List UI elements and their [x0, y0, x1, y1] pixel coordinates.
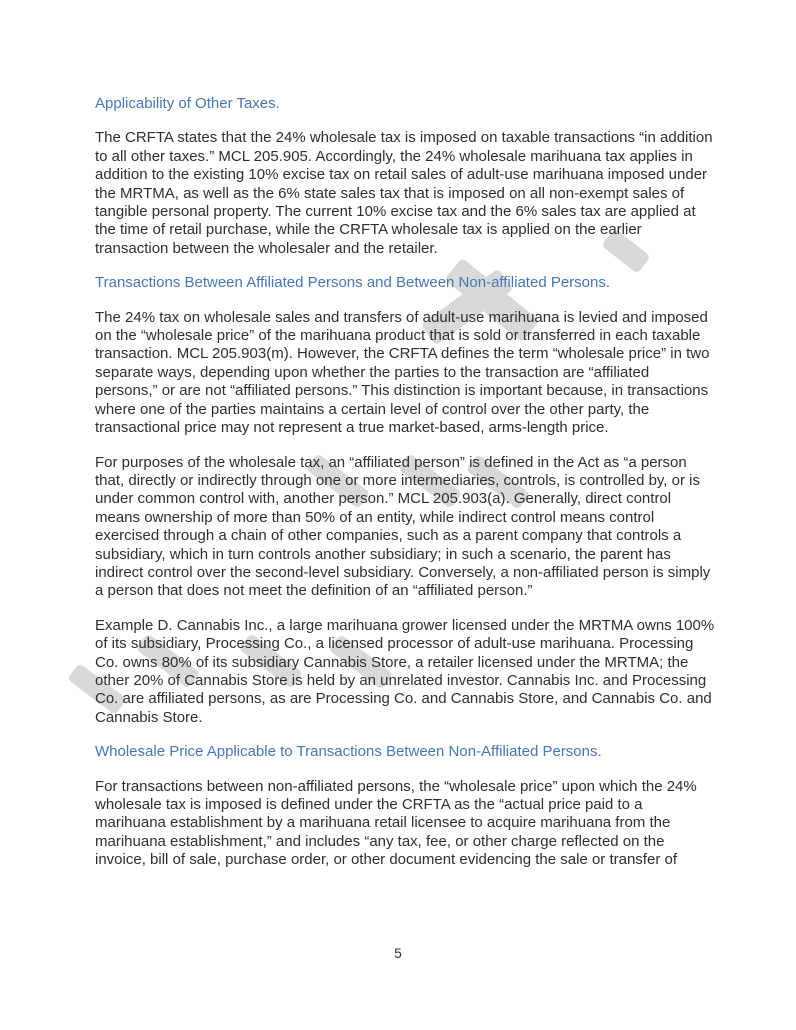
paragraph-example-d: Example D. Cannabis Inc., a large marihuana grower licensed under the MRTMA owns 100% of its subsidiary, Processing Co., a licensed processor of adult-use marihuana. Processing Co. owns 80% of its subsidiary Cannabis Store, a retailer licensed under the MRTMA; the other 20% of Cannabis Store is held by an unrelated investor. Cannabis Inc. and Processing Co. are affiliated persons, as are Processing Co. and Cannabis Store, and Cannabis Co. and Cannabis Store. [95, 616, 715, 726]
heading-wholesale-price-nonaffiliated: Wholesale Price Applicable to Transactions Between Non-Affiliated Persons. [95, 743, 602, 761]
paragraph-wholesale-price-definition: The 24% tax on wholesale sales and transfers of adult-use marihuana is levied and imposed on the “wholesale price” of the marihuana product that is sold or transferred in each taxable transaction. MCL 205.903(m). However, the CRFTA defines the term “wholesale price” in two separate ways, depending upon whether the parties to the transaction are “affiliated persons,” or are not “affiliated persons.” This distinction is important because, in transactions where one of the parties maintains a certain level of control over the other party, the transactional price may not represent a true market-based, arms-length price. [95, 308, 710, 437]
heading-affiliated-and-nonaffiliated-persons: Transactions Between Affiliated Persons and Between Non-affiliated Persons. [95, 274, 611, 292]
heading-applicability-of-other-taxes: Applicability of Other Taxes. [95, 95, 280, 112]
document-content [95, 95, 715, 886]
page-number: 5 [394, 946, 402, 961]
paragraph-crfta-other-taxes: The CRFTA states that the 24% wholesale tax is imposed on taxable transactions “in addition to all other taxes.” MCL 205.905. Accordingly, the 24% wholesale marihuana tax applies in addition to the existing 10% excise tax on retail sales of adult-use marihuana imposed under the MRTMA, as well as the 6% state sales tax that is imposed on all non-exempt sales of tangible personal property. The current 10% excise tax and the 6% sales tax are applied at the time of retail purchase, while the CRFTA wholesale tax is applied on the earlier transaction between the wholesaler and the retailer. [95, 129, 713, 257]
paragraph-nonaffiliated-wholesale-price: For transactions between non-affiliated persons, the “wholesale price” upon which the 24% wholesale tax is imposed is defined under the CRFTA as the “actual price paid to a marihuana establishment by a marihuana retail licensee to acquire marihuana from the marihuana establishment,” and includes “any tax, fee, or other charge reflected on the invoice, bill of sale, purchase order, or other document evidencing the sale or transfer of [95, 777, 697, 869]
paragraph-affiliated-person-definition: For purposes of the wholesale tax, an “affiliated person” is defined in the Act as “a person that, directly or indirectly through one or more intermediaries, controls, is controlled by, or is under common control with, another person.” MCL 205.903(a). Generally, direct control means ownership of more than 50% of an entity, while indirect control means control exercised through a chain of other companies, such as a parent company that controls a subsidiary, which in turn controls another subsidiary; in such a scenario, the parent has indirect control over the second-level subsidiary. Conversely, a non-affiliated person is simply a person that does not meet the definition of an “affiliated person.” [95, 453, 711, 600]
